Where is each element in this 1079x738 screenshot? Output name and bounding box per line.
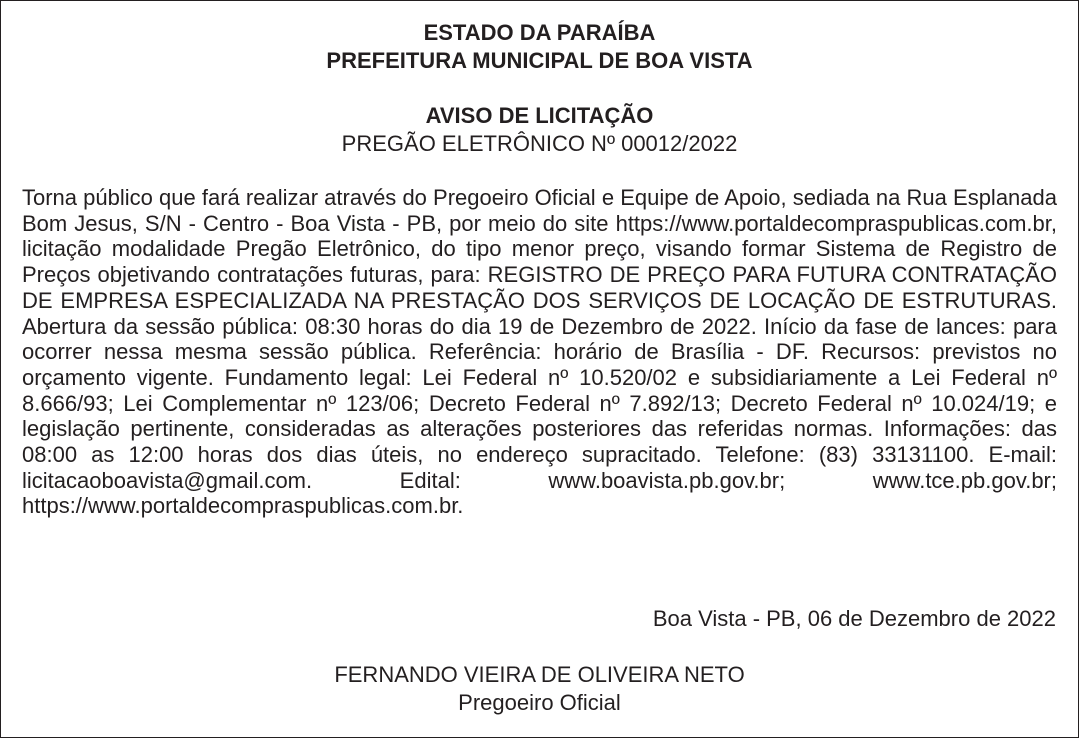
notice-body: Torna público que fará realizar através do Pregoeiro Oficial e Equipe de Apoio, sediada na Rua Esplanada Bom Jesus, S/N - Centro - Boa Vista - PB, por meio do site https://www.portaldecompraspublicas.com.br, licitação modalidade Pregão Eletrônico, do tipo menor preço, visando formar Sistema de Registro de Preços objetivando contratações futuras, para: REGISTRO DE PREÇO PARA FUTURA CONTRATAÇÃO DE EMPRESA ESPECIALIZADA NA PRESTAÇÃO DOS SERVIÇOS DE LOCAÇÃO DE ESTRUTURAS. Abertura da sessão pública: 08:30 horas do dia 19 de Dezembro de 2022. Início da fase de lances: para ocorrer nessa mesma sessão pública. Referência: horário de Brasília - DF. Recursos: previstos no orçamento vigente. Fundamento legal: Lei Federal nº 10.520/02 e subsidiariamente a Lei Federal nº 8.666/93; Lei Complementar nº 123/06; Decreto Federal nº 7.892/13; Decreto Federal nº 10.024/19; e legislação pertinente, consideradas as alterações posteriores das referidas normas. Informações: das 08:00 as 12:00 horas dos dias úteis, no endereço supracitado. Telefone: (83) 33131100. E-mail: licitacaoboavista@gmail.com. Edital: www.boavista.pb.gov.br; www.tce.pb.gov.br; https://www.portaldecompraspublicas.com.br. bbox=[22, 185, 1057, 519]
notice-subtitle: PREGÃO ELETRÔNICO Nº 00012/2022 bbox=[341, 131, 738, 156]
signatory-name: FERNANDO VIEIRA DE OLIVEIRA NETO bbox=[334, 662, 745, 687]
state-heading: ESTADO DA PARAÍBA bbox=[423, 20, 656, 45]
prefecture-heading: PREFEITURA MUNICIPAL DE BOA VISTA bbox=[326, 48, 753, 73]
notice-title: AVISO DE LICITAÇÃO bbox=[425, 103, 654, 128]
date-line: Boa Vista - PB, 06 de Dezembro de 2022 bbox=[652, 606, 1056, 631]
signatory-title: Pregoeiro Oficial bbox=[458, 690, 621, 715]
